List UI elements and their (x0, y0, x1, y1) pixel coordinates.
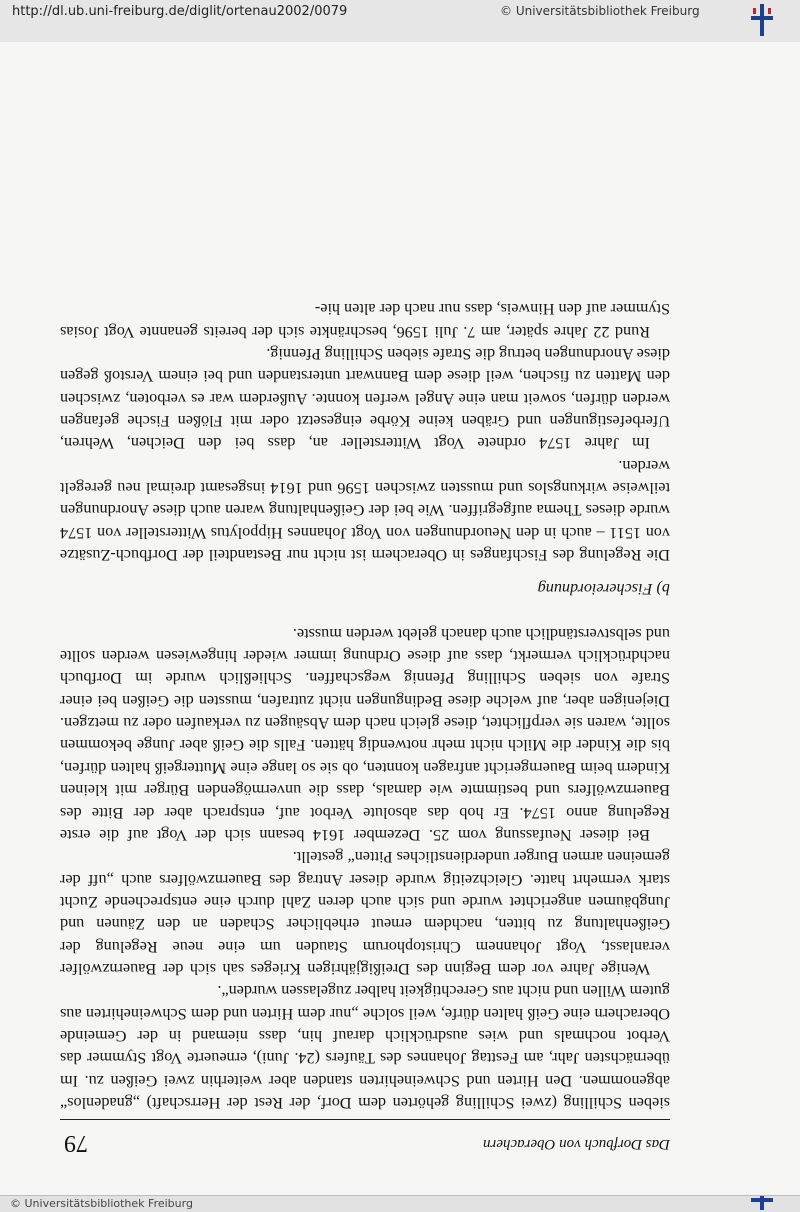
section-paragraph-3: Rund 22 Jahre später, am 7. Juli 1596, beschränkte sich der bereits genannte Vogt Josias Stymmer auf den Hinweis, dass nur nach der alten hie- (60, 300, 670, 341)
paragraph-1: sieben Schilling (zwei Schilling gehörten dem Dorf, der Rest der Herrschaft) „gnadenlos“ abgenommen. Den Hirten und Schweinehirten standen aber weiterhin zwei Geißen zu. Im übernächsten Jahr, am Festtag Johannes des Täufers (24. Juni), erneuerte Vogt Stymmer das Verbot nochmals und wies ausdrücklich darauf hin, dass niemand in der Gemeinde Oberachern eine Geiß halten dürfe, weil solche „nur dem Hirten und dem Schweinehirten aus gutem Willen und nicht aus Gerechtigkeit halber zugelassen wurden“. (60, 982, 670, 1112)
scanned-page (0, 42, 800, 1196)
scanned-page-viewport (0, 42, 800, 1196)
copyright-notice: © Universitätsbibliothek Freiburg (500, 4, 700, 18)
library-logo-icon (748, 4, 776, 36)
running-head: Das Dorfbuch von Oberachern (482, 1136, 670, 1152)
section-paragraph-2: Im Jahre 1574 ordnete Vogt Wittersteller an, dass bei den Deichen, Wehren, Uferbefestigungen und Gräben keine Körbe eingesetzt oder mit Flößen Fische gefangen werden dürfen, soweit man eine Angel werfen konnte. Außerdem war es verboten, zwischen den Matten zu fischen, weil diese dem Bannwart unterstanden und bei einem Verstoß gegen diese Anordnungen betrug die Strafe sieben Schilling Pfennig. (60, 345, 670, 453)
source-url[interactable]: http://dl.ub.uni-freiburg.de/diglit/ortenau2002/0079 (12, 4, 348, 19)
section-paragraph-1: Die Regelung des Fischfanges in Oberachern ist nicht nur Bestandteil der Dorfbuch-Zusätze von 1511 – auch in den Neuordnungen von Vogt Johannes Hippolytus Wittersteller von 1574 wurde dieses Thema aufgegriffen. Wie bei der Geißenhaltung waren auch diese Anordnungen teilweise wirkungslos und mussten zwischen 1596 und 1614 insgesamt dreimal neu geregelt werden. (60, 456, 670, 565)
bottom-copyright: © Universitätsbibliothek Freiburg (10, 1197, 193, 1210)
bottom-strip (0, 1195, 800, 1212)
page-header (60, 1119, 670, 1166)
library-logo-bottom-icon (748, 1196, 776, 1210)
paragraph-2: Wenige Jahre vor dem Beginn des Dreißigjährigen Krieges sah sich der Bauernzwölfer veranlasst, Vogt Johannem Christophorum Stauden um eine neue Regelung der Geißenhaltung zu bitten, nachdem erneut erheblicher Schaden an den Zäunen und Jungbäumen angerichtet wurde und sich auch deren Zahl durch eine entsprechende Zucht stark vermehrt hatte. Gleichzeitig wurde dieser Antrag des Bauernzwölfers auch „uff der gemeinen armen Burger underdienstliches Pitten“ gestellt. (60, 848, 670, 978)
paragraph-3: Bei dieser Neufassung vom 25. Dezember 1614 besann sich der Vogt auf die erste Regelung anno 1574. Er hob das absolute Verbot auf, entsprach aber der Bitte des Bauernzwölfers und bestimmte wie damals, dass die unvermögenden Bürger mit kleinen Kindern beim Bauerngericht anfragen konnten, ob sie so lange eine Muttergeiß halten dürfen, bis die Kinder die Milch nicht mehr notwendig hätten. Falls die Geiß aber Junge bekommen sollte, waren sie verpflichtet, diese gleich nach dem Absäugen zu verkaufen oder zu metzgen. Diejenigen aber, auf welche diese Bedingungen nicht zutrafen, mussten die Geißen bei einer Strafe von sieben Schilling Pfennig wegschaffen. Schließlich wurde im Dorfbuch nachdrücklich vermerkt, dass auf diese Ordnung immer wieder hingewiesen werden sollte und selbstverständlich auch danach gelebt werden musste. (60, 624, 670, 844)
section-heading: b) Fischereiordnung (537, 580, 670, 599)
page-body (60, 54, 670, 1114)
viewer-toolbar (0, 0, 800, 43)
page-number: 79 (64, 1130, 88, 1156)
